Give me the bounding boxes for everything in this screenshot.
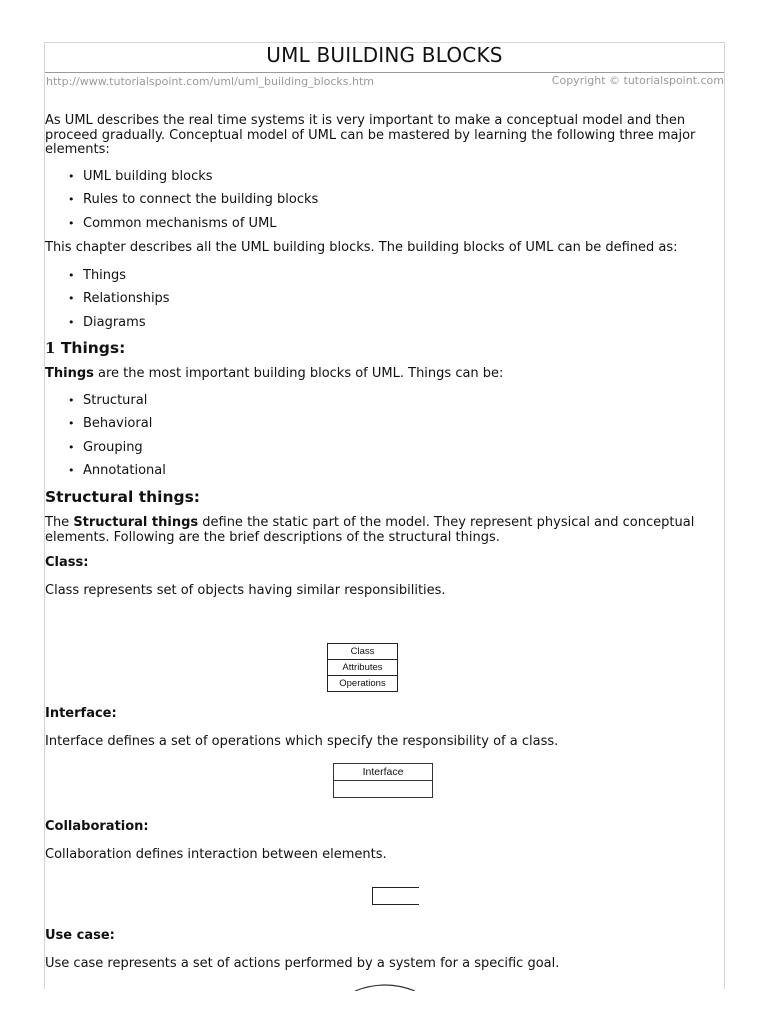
list-item: • Things [45, 269, 721, 293]
collaboration-section [45, 820, 721, 862]
things-heading-text: Things: [60, 338, 126, 357]
things-bold-term: Things [45, 366, 94, 382]
list-item: • Relationships [45, 292, 721, 316]
intro-paragraph: As UML describes the real time systems it is very important to make a conceptual model and then proceed gradually. Conceptual model of UML can be mastered by learning the following three major elements: [45, 113, 696, 157]
class-diagram-attributes: Attributes [328, 659, 397, 675]
collaboration-text: Collaboration defines interaction between elements. [45, 846, 387, 862]
list-item: • Grouping [45, 441, 721, 465]
interface-text: Interface defines a set of operations which specify the responsibility of a class. [45, 733, 559, 749]
document-page [44, 42, 725, 989]
class-diagram [327, 643, 398, 692]
list-item: • Annotational [45, 464, 721, 488]
structural-paragraph [45, 516, 721, 545]
class-diagram-name: Class [350, 646, 375, 657]
collaboration-heading: Collaboration: [45, 819, 149, 834]
structural-post: define the static part of the model. They represent physical and conceptual elements. Following are the brief descriptions of the structural things. [45, 515, 695, 545]
interface-heading: Interface: [45, 706, 117, 721]
header-divider [45, 72, 724, 73]
things-paragraph-text: are the most important building blocks of UML. Things can be: [93, 366, 504, 382]
section-number: 1 [45, 338, 56, 357]
copyright-notice: Copyright © tutorialspoint.com [551, 74, 724, 87]
usecase-text: Use case represents a set of actions performed by a system for a specific goal. [45, 955, 560, 971]
interface-diagram [333, 763, 433, 798]
structural-pre: The [45, 515, 74, 531]
list-item: • Diagrams [45, 316, 721, 340]
usecase-diagram [345, 983, 425, 991]
interface-section [45, 707, 721, 749]
blocks-list [45, 269, 721, 340]
collaboration-diagram [372, 887, 419, 905]
page-title: UML BUILDING BLOCKS [266, 43, 503, 67]
class-text: Class represents set of objects having similar responsibilities. [45, 582, 446, 598]
document-body [45, 114, 721, 598]
blocks-paragraph: This chapter describes all the UML building blocks. The building blocks of UML can be defined as: [45, 240, 678, 256]
usecase-heading: Use case: [45, 928, 115, 943]
things-paragraph [45, 367, 721, 382]
structural-bold-term: Structural things [73, 515, 199, 531]
class-diagram-operations: Operations [328, 675, 397, 691]
usecase-section [45, 929, 721, 971]
list-item: • Common mechanisms of UML [45, 217, 721, 241]
list-item: • Structural [45, 394, 721, 418]
list-item: • Rules to connect the building blocks [45, 193, 721, 217]
structural-heading: Structural things: [45, 487, 201, 506]
things-heading [45, 338, 721, 357]
class-heading: Class: [45, 555, 89, 571]
intro-list [45, 170, 721, 241]
interface-diagram-body [334, 780, 432, 797]
interface-diagram-name: Interface [362, 766, 404, 778]
source-url[interactable]: http://www.tutorialspoint.com/uml/uml_building_blocks.htm [46, 75, 375, 88]
list-item: • Behavioral [45, 417, 721, 441]
list-item: • UML building blocks [45, 170, 721, 194]
things-list [45, 394, 721, 488]
